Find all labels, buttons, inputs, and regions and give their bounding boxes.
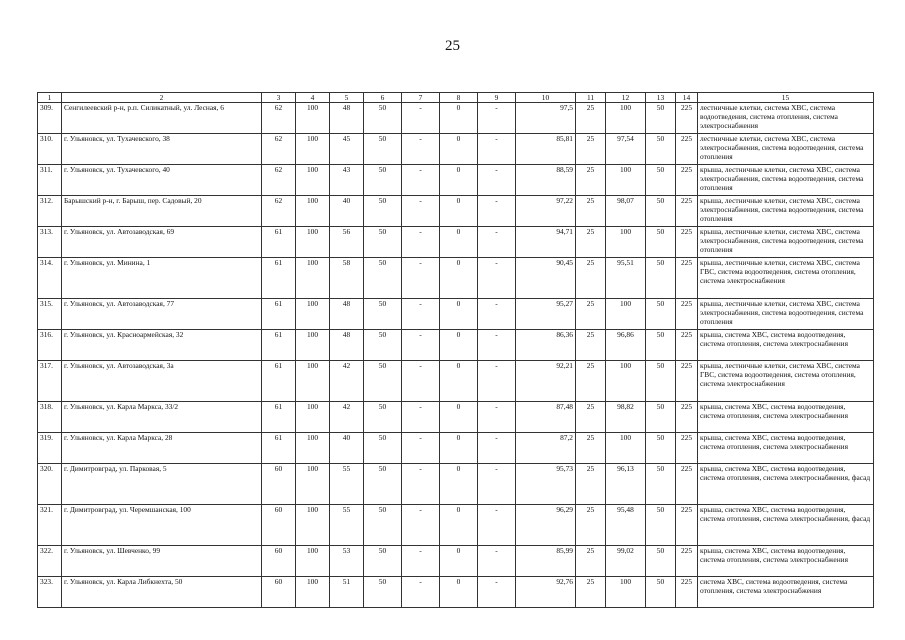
cell-col5: 43 bbox=[330, 165, 364, 196]
cell-col8: 0 bbox=[440, 299, 478, 330]
cell-col6: 50 bbox=[364, 361, 402, 402]
cell-col13: 50 bbox=[646, 258, 676, 299]
cell-col13: 50 bbox=[646, 464, 676, 505]
cell-col9: - bbox=[478, 330, 516, 361]
cell-col8: 0 bbox=[440, 103, 478, 134]
column-header: 13 bbox=[646, 93, 676, 103]
cell-col3: 60 bbox=[262, 577, 296, 608]
cell-col13: 50 bbox=[646, 299, 676, 330]
cell-col10: 86,36 bbox=[516, 330, 576, 361]
column-header: 4 bbox=[296, 93, 330, 103]
cell-col11: 25 bbox=[576, 103, 606, 134]
cell-col10: 85,99 bbox=[516, 546, 576, 577]
cell-col6: 50 bbox=[364, 196, 402, 227]
cell-col7: - bbox=[402, 505, 440, 546]
cell-col8: 0 bbox=[440, 227, 478, 258]
column-header: 9 bbox=[478, 93, 516, 103]
cell-col10: 88,59 bbox=[516, 165, 576, 196]
cell-col5: 53 bbox=[330, 546, 364, 577]
cell-col6: 50 bbox=[364, 103, 402, 134]
cell-col7: - bbox=[402, 464, 440, 505]
cell-col3: 62 bbox=[262, 196, 296, 227]
works-cell: крыша, система ХВС, система водоотведения, система отопления, система электроснабжения, фасад bbox=[698, 505, 874, 546]
cell-col14: 225 bbox=[676, 134, 698, 165]
cell-col6: 50 bbox=[364, 227, 402, 258]
column-header: 3 bbox=[262, 93, 296, 103]
cell-col13: 50 bbox=[646, 361, 676, 402]
cell-col11: 25 bbox=[576, 464, 606, 505]
cell-col13: 50 bbox=[646, 196, 676, 227]
cell-col9: - bbox=[478, 546, 516, 577]
cell-col3: 60 bbox=[262, 464, 296, 505]
works-cell: крыша, система ХВС, система водоотведения, система отопления, система электроснабжения, фасад bbox=[698, 464, 874, 505]
cell-col6: 50 bbox=[364, 505, 402, 546]
cell-col12: 100 bbox=[606, 361, 646, 402]
cell-col12: 96,86 bbox=[606, 330, 646, 361]
cell-col8: 0 bbox=[440, 361, 478, 402]
cell-col14: 225 bbox=[676, 227, 698, 258]
cell-col9: - bbox=[478, 577, 516, 608]
cell-col5: 55 bbox=[330, 464, 364, 505]
cell-col13: 50 bbox=[646, 433, 676, 464]
cell-col4: 100 bbox=[296, 402, 330, 433]
cell-col9: - bbox=[478, 433, 516, 464]
cell-col10: 96,29 bbox=[516, 505, 576, 546]
cell-col13: 50 bbox=[646, 546, 676, 577]
cell-col13: 50 bbox=[646, 165, 676, 196]
cell-col5: 45 bbox=[330, 134, 364, 165]
column-header: 11 bbox=[576, 93, 606, 103]
cell-col11: 25 bbox=[576, 505, 606, 546]
cell-col7: - bbox=[402, 258, 440, 299]
cell-col12: 99,02 bbox=[606, 546, 646, 577]
cell-col7: - bbox=[402, 330, 440, 361]
cell-col6: 50 bbox=[364, 258, 402, 299]
cell-col11: 25 bbox=[576, 227, 606, 258]
cell-col11: 25 bbox=[576, 258, 606, 299]
row-number: 318. bbox=[38, 402, 62, 433]
works-cell: лестничные клетки, система ХВС, система водоотведения, система отопления, система электроснабжения bbox=[698, 103, 874, 134]
cell-col12: 100 bbox=[606, 299, 646, 330]
column-header: 7 bbox=[402, 93, 440, 103]
address-cell: г. Ульяновск, ул. Автозаводская, 77 bbox=[62, 299, 262, 330]
cell-col14: 225 bbox=[676, 258, 698, 299]
cell-col5: 42 bbox=[330, 402, 364, 433]
cell-col14: 225 bbox=[676, 464, 698, 505]
cell-col4: 100 bbox=[296, 433, 330, 464]
cell-col9: - bbox=[478, 134, 516, 165]
cell-col14: 225 bbox=[676, 330, 698, 361]
cell-col7: - bbox=[402, 546, 440, 577]
row-number: 311. bbox=[38, 165, 62, 196]
cell-col3: 62 bbox=[262, 103, 296, 134]
cell-col5: 42 bbox=[330, 361, 364, 402]
cell-col10: 87,2 bbox=[516, 433, 576, 464]
cell-col3: 61 bbox=[262, 330, 296, 361]
cell-col11: 25 bbox=[576, 165, 606, 196]
cell-col4: 100 bbox=[296, 330, 330, 361]
cell-col5: 51 bbox=[330, 577, 364, 608]
cell-col4: 100 bbox=[296, 165, 330, 196]
cell-col12: 100 bbox=[606, 103, 646, 134]
cell-col8: 0 bbox=[440, 546, 478, 577]
address-cell: г. Димитровград, ул. Черемшанская, 100 bbox=[62, 505, 262, 546]
address-cell: г. Ульяновск, ул. Автозаводская, 3а bbox=[62, 361, 262, 402]
cell-col3: 61 bbox=[262, 402, 296, 433]
column-header: 10 bbox=[516, 93, 576, 103]
cell-col4: 100 bbox=[296, 505, 330, 546]
cell-col6: 50 bbox=[364, 330, 402, 361]
address-cell: г. Ульяновск, ул. Красноармейская, 32 bbox=[62, 330, 262, 361]
table-row bbox=[38, 402, 874, 433]
cell-col5: 56 bbox=[330, 227, 364, 258]
cell-col12: 98,07 bbox=[606, 196, 646, 227]
cell-col6: 50 bbox=[364, 577, 402, 608]
cell-col10: 97,22 bbox=[516, 196, 576, 227]
table-row bbox=[38, 433, 874, 464]
cell-col6: 50 bbox=[364, 299, 402, 330]
cell-col14: 225 bbox=[676, 402, 698, 433]
cell-col9: - bbox=[478, 464, 516, 505]
table-row bbox=[38, 505, 874, 546]
cell-col11: 25 bbox=[576, 134, 606, 165]
cell-col7: - bbox=[402, 361, 440, 402]
table-row bbox=[38, 361, 874, 402]
cell-col11: 25 bbox=[576, 196, 606, 227]
cell-col12: 100 bbox=[606, 433, 646, 464]
address-cell: г. Ульяновск, ул. Автозаводская, 69 bbox=[62, 227, 262, 258]
works-cell: крыша, система ХВС, система водоотведения, система отопления, система электроснабжения bbox=[698, 433, 874, 464]
cell-col9: - bbox=[478, 402, 516, 433]
address-cell: г. Ульяновск, ул. Шевченко, 99 bbox=[62, 546, 262, 577]
address-cell: Барышский р-н, г. Барыш, пер. Садовый, 20 bbox=[62, 196, 262, 227]
cell-col10: 85,81 bbox=[516, 134, 576, 165]
cell-col12: 100 bbox=[606, 577, 646, 608]
cell-col14: 225 bbox=[676, 577, 698, 608]
cell-col9: - bbox=[478, 227, 516, 258]
cell-col11: 25 bbox=[576, 433, 606, 464]
column-header: 8 bbox=[440, 93, 478, 103]
cell-col4: 100 bbox=[296, 134, 330, 165]
cell-col13: 50 bbox=[646, 330, 676, 361]
table-row bbox=[38, 165, 874, 196]
cell-col11: 25 bbox=[576, 577, 606, 608]
cell-col3: 62 bbox=[262, 134, 296, 165]
row-number: 309. bbox=[38, 103, 62, 134]
cell-col14: 225 bbox=[676, 361, 698, 402]
cell-col5: 58 bbox=[330, 258, 364, 299]
row-number: 322. bbox=[38, 546, 62, 577]
cell-col6: 50 bbox=[364, 433, 402, 464]
cell-col7: - bbox=[402, 165, 440, 196]
table-row bbox=[38, 103, 874, 134]
cell-col3: 60 bbox=[262, 505, 296, 546]
cell-col14: 225 bbox=[676, 546, 698, 577]
cell-col3: 61 bbox=[262, 299, 296, 330]
address-cell: г. Ульяновск, ул. Карла Маркса, 33/2 bbox=[62, 402, 262, 433]
cell-col8: 0 bbox=[440, 577, 478, 608]
row-number: 323. bbox=[38, 577, 62, 608]
cell-col3: 60 bbox=[262, 546, 296, 577]
cell-col10: 94,71 bbox=[516, 227, 576, 258]
table-row bbox=[38, 258, 874, 299]
column-header: 12 bbox=[606, 93, 646, 103]
address-cell: г. Ульяновск, ул. Карла Либкнехта, 50 bbox=[62, 577, 262, 608]
cell-col4: 100 bbox=[296, 258, 330, 299]
cell-col4: 100 bbox=[296, 546, 330, 577]
row-number: 316. bbox=[38, 330, 62, 361]
cell-col11: 25 bbox=[576, 402, 606, 433]
cell-col3: 62 bbox=[262, 165, 296, 196]
works-cell: крыша, лестничные клетки, система ХВС, система ГВС, система водоотведения, система отопления, система электроснабжения bbox=[698, 258, 874, 299]
cell-col9: - bbox=[478, 258, 516, 299]
cell-col4: 100 bbox=[296, 227, 330, 258]
cell-col3: 61 bbox=[262, 361, 296, 402]
cell-col8: 0 bbox=[440, 258, 478, 299]
cell-col7: - bbox=[402, 433, 440, 464]
column-header: 6 bbox=[364, 93, 402, 103]
cell-col10: 97,5 bbox=[516, 103, 576, 134]
column-header: 15 bbox=[698, 93, 874, 103]
cell-col10: 95,73 bbox=[516, 464, 576, 505]
cell-col4: 100 bbox=[296, 196, 330, 227]
table-row bbox=[38, 330, 874, 361]
cell-col7: - bbox=[402, 103, 440, 134]
cell-col6: 50 bbox=[364, 464, 402, 505]
cell-col7: - bbox=[402, 402, 440, 433]
cell-col10: 87,48 bbox=[516, 402, 576, 433]
page-number: 25 bbox=[445, 38, 460, 54]
cell-col14: 225 bbox=[676, 165, 698, 196]
cell-col4: 100 bbox=[296, 361, 330, 402]
cell-col5: 55 bbox=[330, 505, 364, 546]
cell-col9: - bbox=[478, 361, 516, 402]
cell-col9: - bbox=[478, 299, 516, 330]
cell-col7: - bbox=[402, 227, 440, 258]
cell-col8: 0 bbox=[440, 134, 478, 165]
column-header: 2 bbox=[62, 93, 262, 103]
table-row bbox=[38, 546, 874, 577]
row-number: 312. bbox=[38, 196, 62, 227]
works-cell: крыша, лестничные клетки, система ХВС, система электроснабжения, система водоотведения, система отопления bbox=[698, 299, 874, 330]
row-number: 314. bbox=[38, 258, 62, 299]
column-header: 5 bbox=[330, 93, 364, 103]
cell-col7: - bbox=[402, 299, 440, 330]
cell-col12: 97,54 bbox=[606, 134, 646, 165]
cell-col9: - bbox=[478, 165, 516, 196]
cell-col4: 100 bbox=[296, 577, 330, 608]
works-cell: крыша, лестничные клетки, система ХВС, система ГВС, система водоотведения, система отопления, система электроснабжения bbox=[698, 361, 874, 402]
address-cell: г. Ульяновск, ул. Карла Маркса, 28 bbox=[62, 433, 262, 464]
works-cell: лестничные клетки, система ХВС, система электроснабжения, система водоотведения, система отопления bbox=[698, 134, 874, 165]
works-cell: система ХВС, система водоотведения, система отопления, система электроснабжения bbox=[698, 577, 874, 608]
cell-col8: 0 bbox=[440, 464, 478, 505]
buildings-table bbox=[37, 92, 874, 608]
cell-col4: 100 bbox=[296, 464, 330, 505]
cell-col12: 96,13 bbox=[606, 464, 646, 505]
cell-col10: 92,21 bbox=[516, 361, 576, 402]
table-row bbox=[38, 227, 874, 258]
cell-col9: - bbox=[478, 103, 516, 134]
table-row bbox=[38, 299, 874, 330]
address-cell: г. Ульяновск, ул. Минина, 1 bbox=[62, 258, 262, 299]
works-cell: крыша, лестничные клетки, система ХВС, система электроснабжения, система водоотведения, система отопления bbox=[698, 165, 874, 196]
cell-col8: 0 bbox=[440, 402, 478, 433]
row-number: 310. bbox=[38, 134, 62, 165]
cell-col6: 50 bbox=[364, 546, 402, 577]
cell-col12: 100 bbox=[606, 165, 646, 196]
table-row bbox=[38, 196, 874, 227]
cell-col6: 50 bbox=[364, 402, 402, 433]
cell-col3: 61 bbox=[262, 258, 296, 299]
cell-col14: 225 bbox=[676, 433, 698, 464]
cell-col5: 48 bbox=[330, 103, 364, 134]
address-cell: г. Димитровград, ул. Парковая, 5 bbox=[62, 464, 262, 505]
cell-col13: 50 bbox=[646, 577, 676, 608]
cell-col14: 225 bbox=[676, 505, 698, 546]
cell-col5: 40 bbox=[330, 433, 364, 464]
row-number: 321. bbox=[38, 505, 62, 546]
cell-col12: 100 bbox=[606, 227, 646, 258]
cell-col13: 50 bbox=[646, 103, 676, 134]
cell-col13: 50 bbox=[646, 227, 676, 258]
cell-col12: 95,48 bbox=[606, 505, 646, 546]
address-cell: г. Ульяновск, ул. Тухачевского, 40 bbox=[62, 165, 262, 196]
cell-col6: 50 bbox=[364, 165, 402, 196]
table-row bbox=[38, 577, 874, 608]
cell-col8: 0 bbox=[440, 330, 478, 361]
cell-col3: 61 bbox=[262, 227, 296, 258]
cell-col8: 0 bbox=[440, 433, 478, 464]
cell-col11: 25 bbox=[576, 330, 606, 361]
row-number: 313. bbox=[38, 227, 62, 258]
row-number: 320. bbox=[38, 464, 62, 505]
cell-col10: 92,76 bbox=[516, 577, 576, 608]
cell-col9: - bbox=[478, 505, 516, 546]
cell-col5: 40 bbox=[330, 196, 364, 227]
row-number: 317. bbox=[38, 361, 62, 402]
cell-col14: 225 bbox=[676, 196, 698, 227]
table-row bbox=[38, 134, 874, 165]
header-row bbox=[38, 93, 874, 103]
works-cell: крыша, система ХВС, система водоотведения, система отопления, система электроснабжения bbox=[698, 330, 874, 361]
cell-col5: 48 bbox=[330, 299, 364, 330]
cell-col11: 25 bbox=[576, 299, 606, 330]
column-header: 1 bbox=[38, 93, 62, 103]
cell-col14: 225 bbox=[676, 103, 698, 134]
cell-col13: 50 bbox=[646, 134, 676, 165]
cell-col5: 48 bbox=[330, 330, 364, 361]
cell-col10: 90,45 bbox=[516, 258, 576, 299]
works-cell: крыша, лестничные клетки, система ХВС, система электроснабжения, система водоотведения, система отопления bbox=[698, 227, 874, 258]
address-cell: Сенгилеевский р-н, р.п. Силикатный, ул. Лесная, 6 bbox=[62, 103, 262, 134]
cell-col8: 0 bbox=[440, 505, 478, 546]
cell-col12: 95,51 bbox=[606, 258, 646, 299]
works-cell: крыша, лестничные клетки, система ХВС, система электроснабжения, система водоотведения, система отопления bbox=[698, 196, 874, 227]
cell-col10: 95,27 bbox=[516, 299, 576, 330]
cell-col7: - bbox=[402, 134, 440, 165]
row-number: 319. bbox=[38, 433, 62, 464]
cell-col13: 50 bbox=[646, 402, 676, 433]
cell-col8: 0 bbox=[440, 196, 478, 227]
cell-col6: 50 bbox=[364, 134, 402, 165]
cell-col4: 100 bbox=[296, 299, 330, 330]
address-cell: г. Ульяновск, ул. Тухачевского, 38 bbox=[62, 134, 262, 165]
table-row bbox=[38, 464, 874, 505]
works-cell: крыша, система ХВС, система водоотведения, система отопления, система электроснабжения bbox=[698, 546, 874, 577]
cell-col7: - bbox=[402, 577, 440, 608]
cell-col8: 0 bbox=[440, 165, 478, 196]
cell-col12: 98,82 bbox=[606, 402, 646, 433]
cell-col11: 25 bbox=[576, 361, 606, 402]
cell-col7: - bbox=[402, 196, 440, 227]
column-header: 14 bbox=[676, 93, 698, 103]
cell-col13: 50 bbox=[646, 505, 676, 546]
cell-col9: - bbox=[478, 196, 516, 227]
cell-col3: 61 bbox=[262, 433, 296, 464]
cell-col4: 100 bbox=[296, 103, 330, 134]
cell-col11: 25 bbox=[576, 546, 606, 577]
works-cell: крыша, система ХВС, система водоотведения, система отопления, система электроснабжения bbox=[698, 402, 874, 433]
cell-col14: 225 bbox=[676, 299, 698, 330]
row-number: 315. bbox=[38, 299, 62, 330]
table-body bbox=[38, 103, 874, 608]
